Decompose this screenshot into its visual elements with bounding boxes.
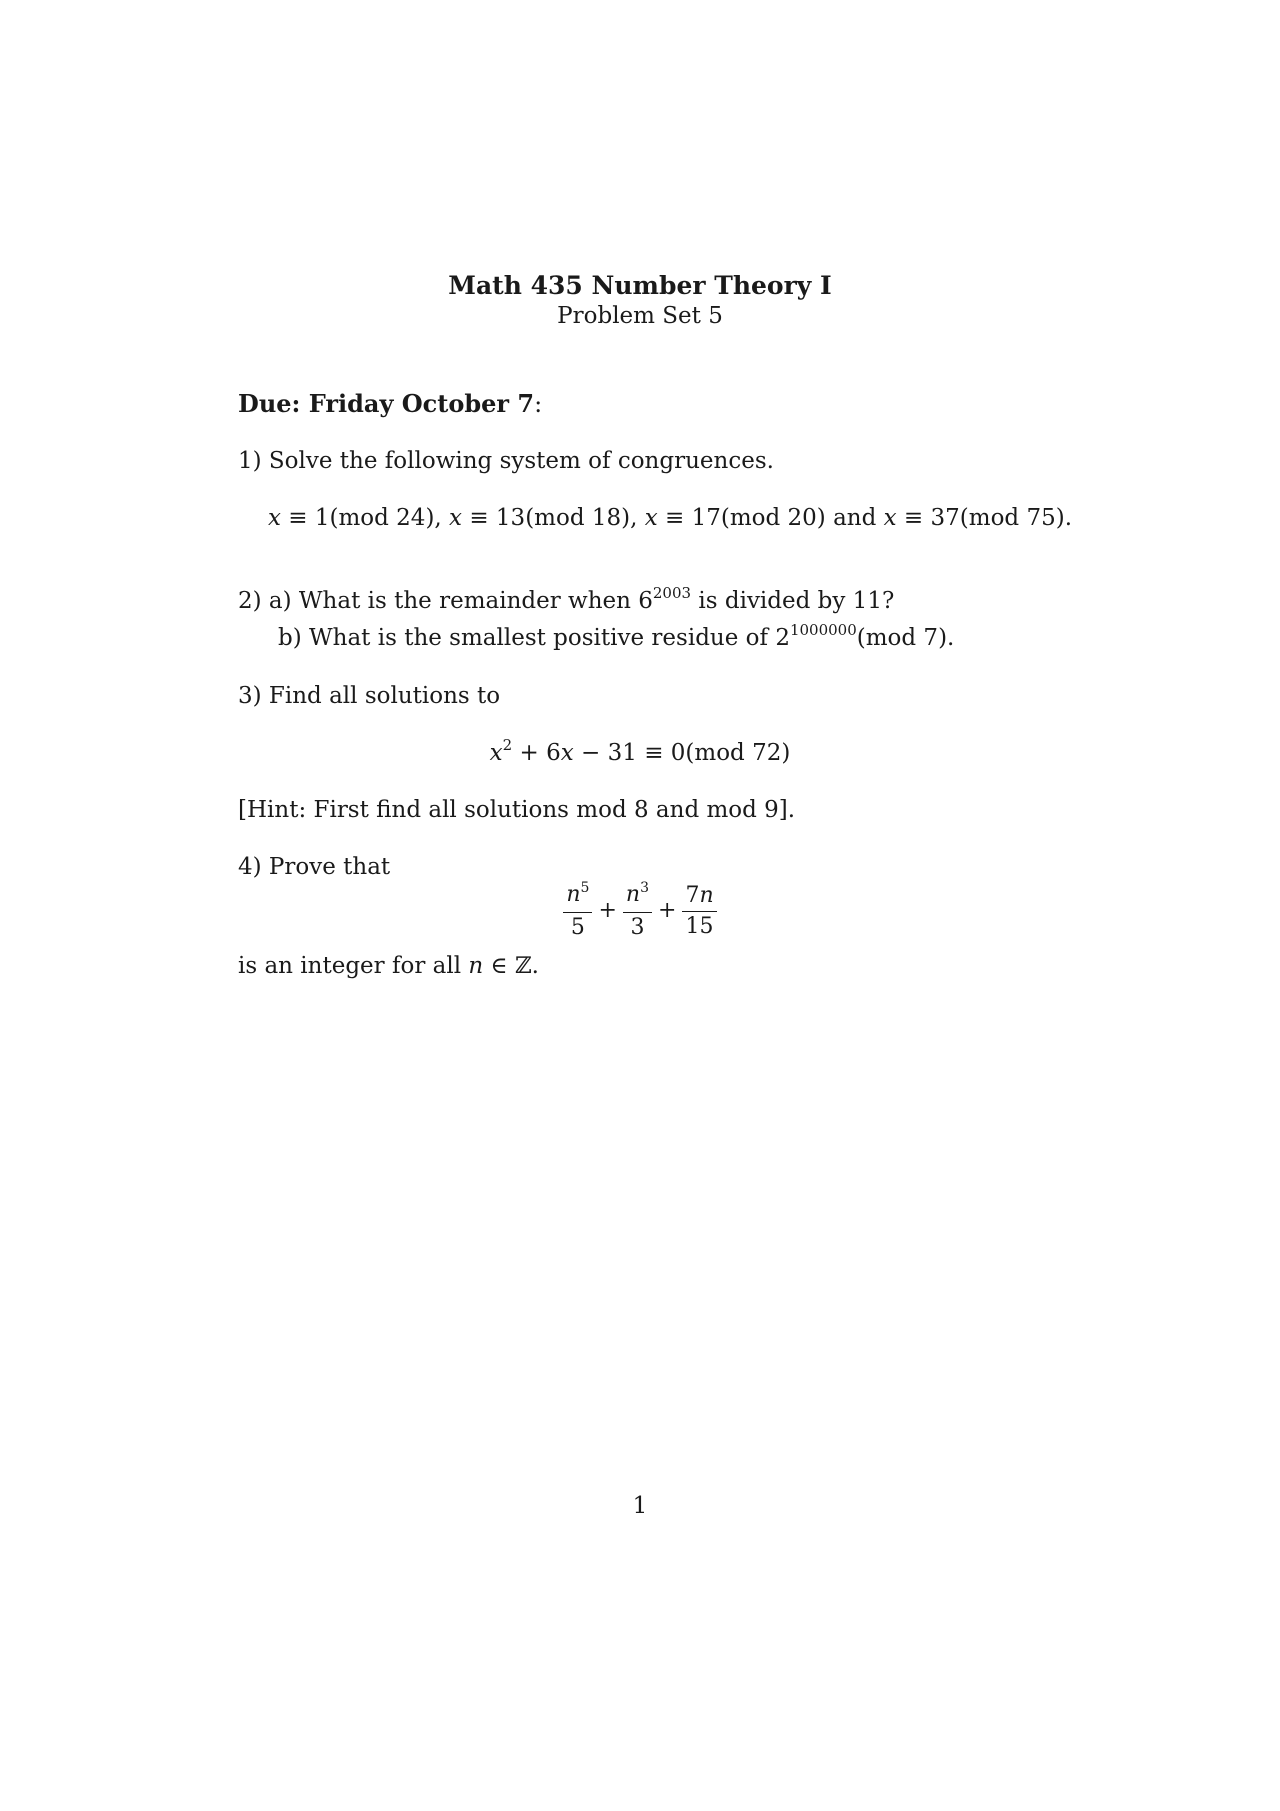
congruence-3: ≡ 17(mod 20) and <box>657 505 884 531</box>
conclusion-suffix: ∈ ℤ. <box>483 953 539 979</box>
var-x: x <box>644 505 658 531</box>
plus-sign: + <box>658 898 677 923</box>
congruence-1: ≡ 1(mod 24), <box>280 505 450 531</box>
var-n: n <box>625 881 641 907</box>
problem-2b-prefix: b) What is the smallest positive residue of 2 <box>278 625 790 651</box>
due-date <box>238 390 542 418</box>
coefficient: 7 <box>685 882 700 908</box>
conclusion-prefix: is an integer for all <box>238 953 469 979</box>
fraction-denominator: 15 <box>685 913 714 939</box>
problem-1-intro: 1) Solve the following system of congruences. <box>238 448 774 474</box>
problem-3-intro: 3) Find all solutions to <box>238 683 501 709</box>
problem-2b-exponent: 1000000 <box>789 621 857 639</box>
var-n: n <box>468 953 484 979</box>
eq-exponent: 2 <box>502 736 513 754</box>
problem-3-hint: [Hint: First find all solutions mod 8 and mod 9]. <box>238 797 796 823</box>
fraction-numerator <box>563 879 592 913</box>
fraction-n5-over-5 <box>563 879 592 941</box>
due-colon: : <box>534 390 543 418</box>
fraction-denominator: 3 <box>630 914 645 940</box>
problem-2a <box>238 584 895 617</box>
var-x: x <box>268 505 281 531</box>
problem-2a-prefix: 2) a) What is the remainder when 6 <box>238 588 653 614</box>
congruence-4: ≡ 37(mod 75). <box>896 505 1072 531</box>
page-number: 1 <box>632 1493 648 1519</box>
problem-2b <box>278 621 955 654</box>
due-label: Due: Friday October 7 <box>238 389 535 418</box>
var-n: n <box>699 882 714 908</box>
problem-2a-exponent: 2003 <box>652 584 692 602</box>
fraction-n3-over-3 <box>623 879 652 941</box>
eq-middle: + 6 <box>512 740 561 766</box>
problem-3-equation <box>0 736 1280 769</box>
problem-2b-suffix: (mod 7). <box>856 625 955 651</box>
congruence-2: ≡ 13(mod 18), <box>462 505 645 531</box>
var-x: x <box>449 505 463 531</box>
problem-4-conclusion <box>238 952 539 980</box>
eq-var-x: x <box>560 740 574 766</box>
exponent: 3 <box>640 879 649 896</box>
problem-2a-suffix: is divided by 11? <box>691 588 895 614</box>
document-subtitle: Problem Set 5 <box>557 303 723 329</box>
fraction-numerator <box>623 879 652 913</box>
fraction-denominator: 5 <box>570 914 585 940</box>
eq-var-x: x <box>489 740 503 766</box>
problem-4-expression <box>0 880 1280 941</box>
fraction-7n-over-15 <box>682 883 716 940</box>
document-title: Math 435 Number Theory I <box>448 271 832 300</box>
eq-rest: − 31 ≡ 0(mod 72) <box>573 740 791 766</box>
exponent: 5 <box>580 879 590 896</box>
fraction-numerator <box>682 883 716 912</box>
plus-sign: + <box>598 898 617 923</box>
var-x: x <box>883 505 897 531</box>
problem-1-congruences <box>268 504 1072 532</box>
problem-4-intro: 4) Prove that <box>238 854 391 880</box>
var-n: n <box>566 881 581 907</box>
